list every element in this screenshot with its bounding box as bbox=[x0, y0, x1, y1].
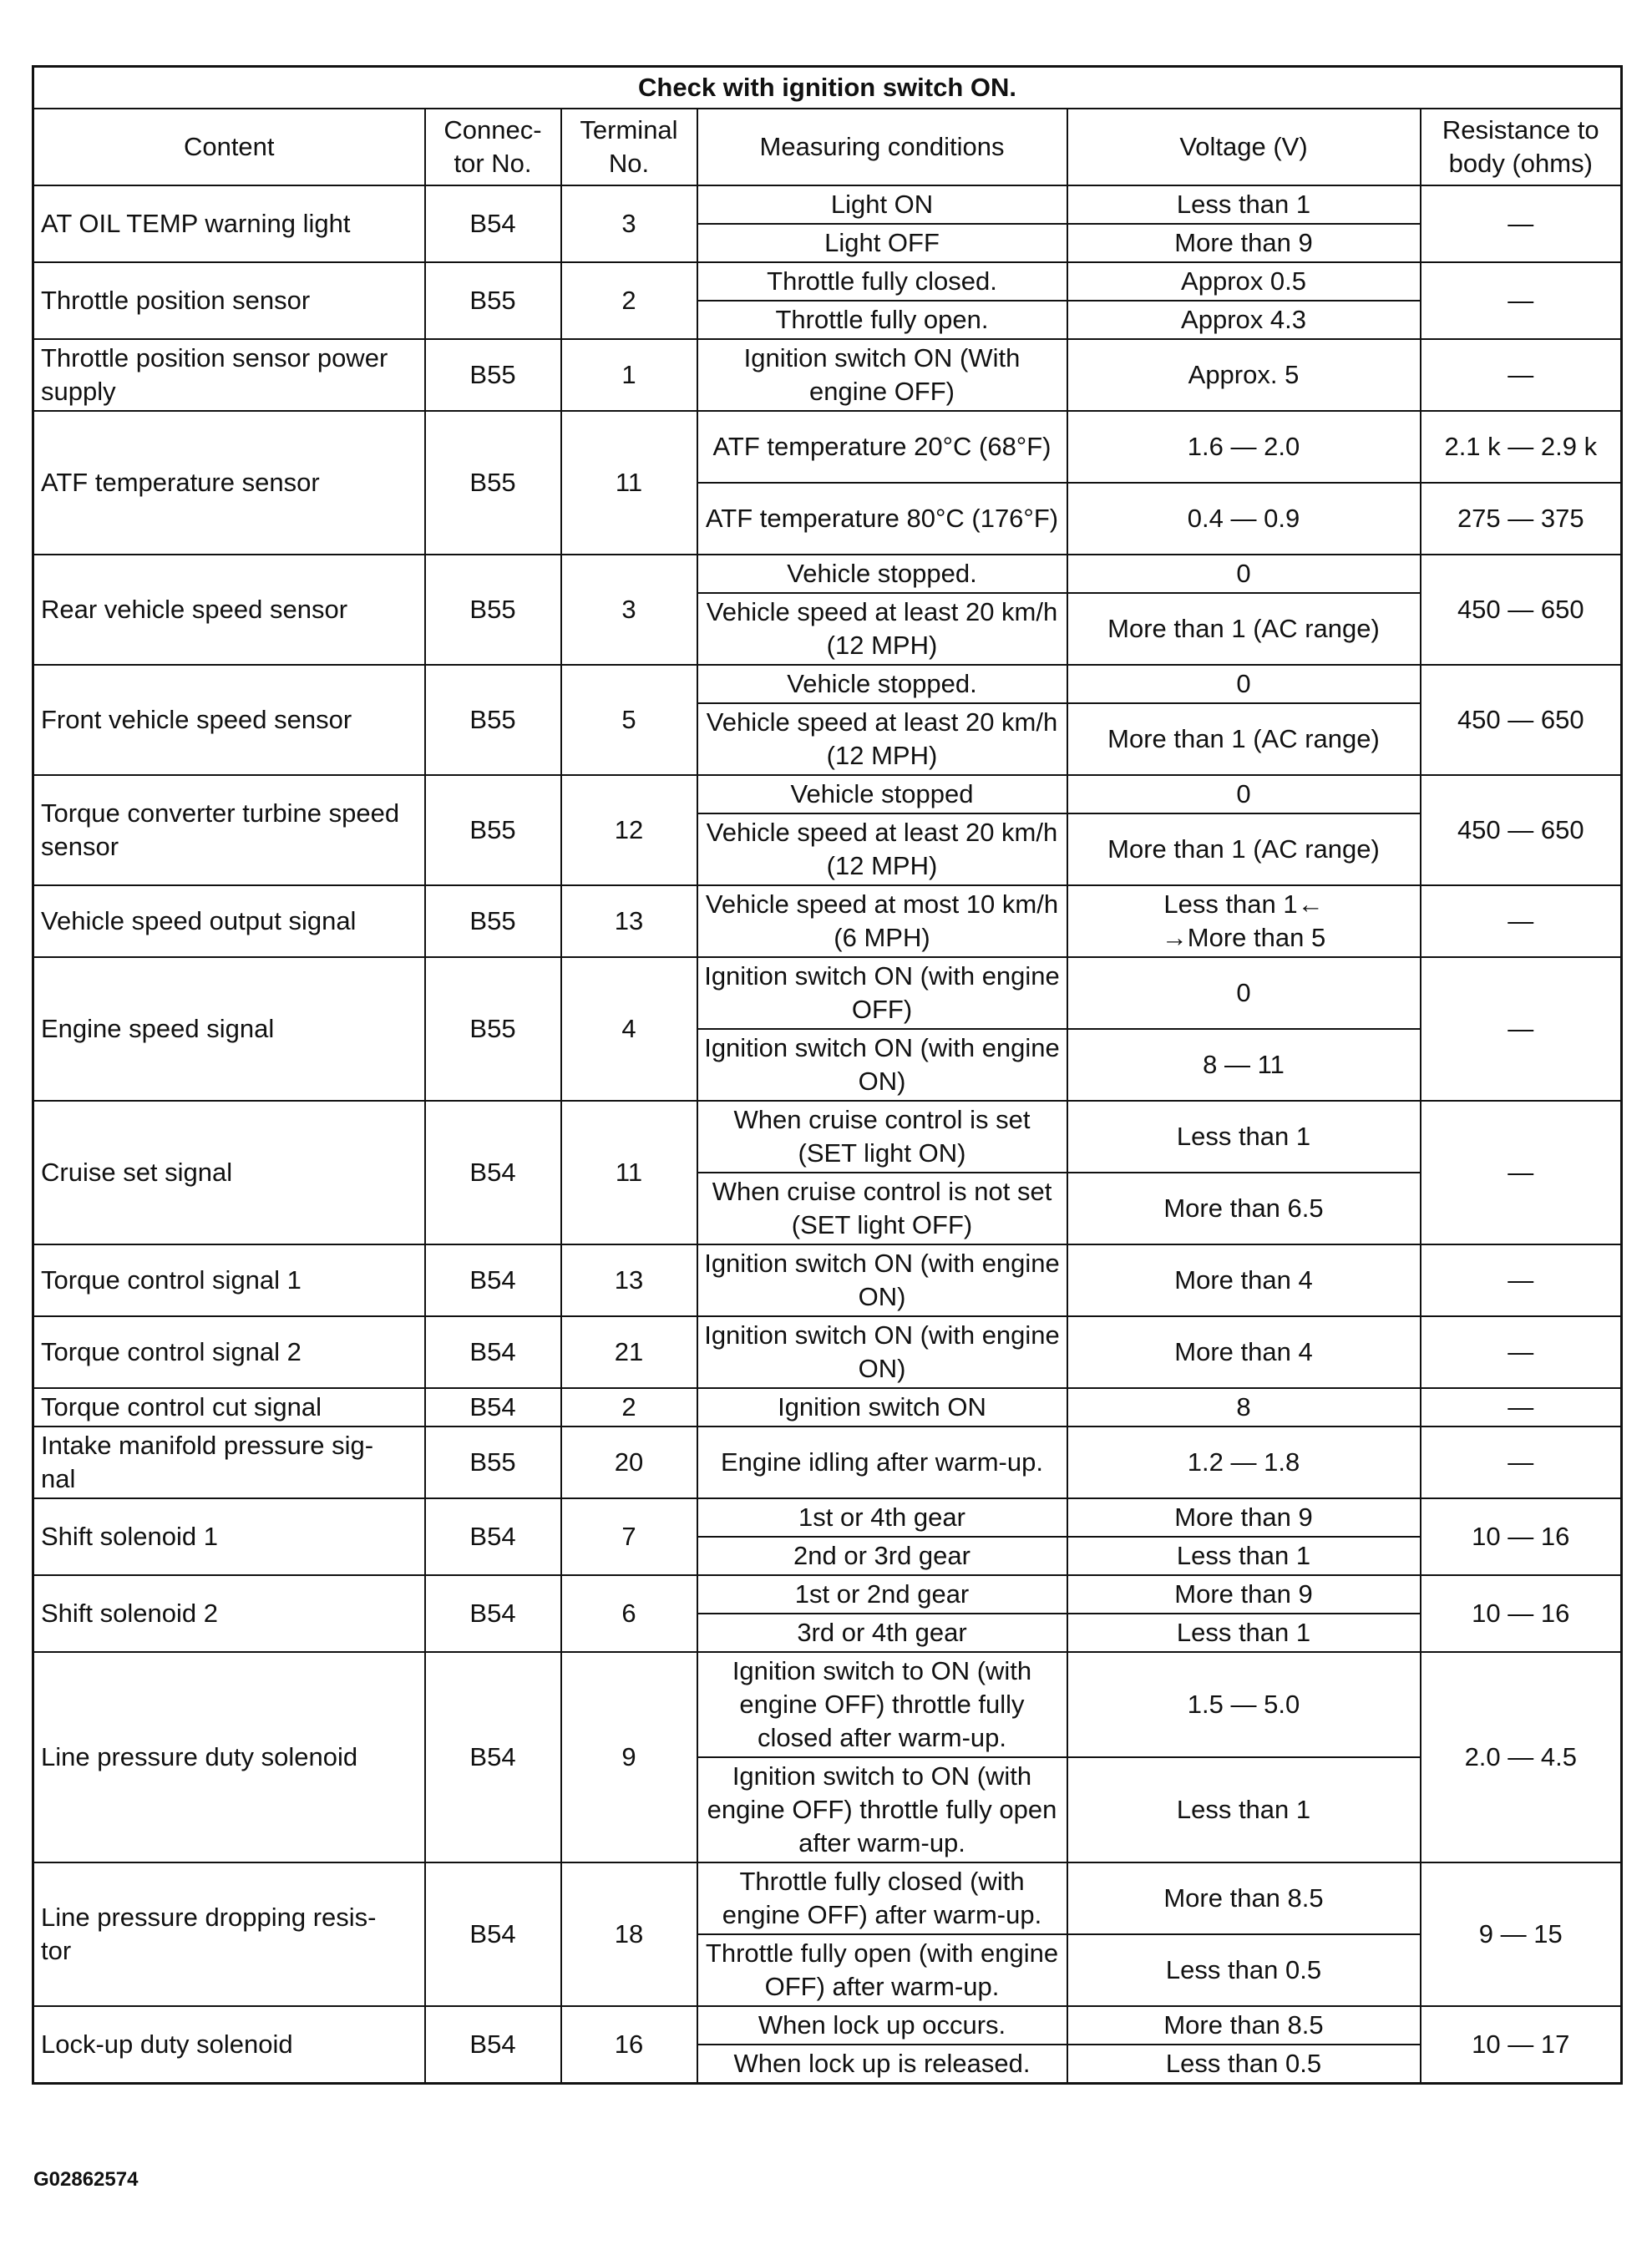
row-condition: Throttle fully open (with engine OFF) after warm-up. bbox=[697, 1934, 1067, 2006]
row-condition: When lock up occurs. bbox=[697, 2006, 1067, 2045]
row-resistance: — bbox=[1421, 885, 1622, 957]
table-row bbox=[33, 1575, 1622, 1614]
row-content: Torque control cut signal bbox=[33, 1388, 425, 1427]
row-voltage: 1.6 — 2.0 bbox=[1067, 411, 1421, 483]
row-connector: B55 bbox=[425, 339, 561, 411]
row-resistance: — bbox=[1421, 1101, 1622, 1244]
table-body bbox=[33, 185, 1622, 2084]
table-row bbox=[33, 885, 1622, 957]
header-conditions: Measuring conditions bbox=[697, 109, 1067, 185]
table-row bbox=[33, 339, 1622, 411]
row-voltage: 0.4 — 0.9 bbox=[1067, 483, 1421, 555]
row-content: Rear vehicle speed sensor bbox=[33, 555, 425, 665]
row-resistance: — bbox=[1421, 262, 1622, 339]
row-content: ATF temperature sensor bbox=[33, 411, 425, 555]
row-voltage: Approx. 5 bbox=[1067, 339, 1421, 411]
row-voltage: More than 8.5 bbox=[1067, 1862, 1421, 1934]
row-voltage: 1.2 — 1.8 bbox=[1067, 1427, 1421, 1498]
row-condition: When lock up is released. bbox=[697, 2045, 1067, 2084]
row-condition: Ignition switch to ON (with engine OFF) throttle fully closed after warm-up. bbox=[697, 1652, 1067, 1757]
row-connector: B55 bbox=[425, 411, 561, 555]
row-content: Line pressure duty solenoid bbox=[33, 1652, 425, 1862]
row-connector: B54 bbox=[425, 1575, 561, 1652]
row-resistance: — bbox=[1421, 1244, 1622, 1316]
row-connector: B54 bbox=[425, 1101, 561, 1244]
ignition-check-table bbox=[32, 65, 1623, 2085]
row-connector: B54 bbox=[425, 1862, 561, 2006]
row-connector: B55 bbox=[425, 555, 561, 665]
row-condition: 1st or 2nd gear bbox=[697, 1575, 1067, 1614]
row-content: Lock-up duty solenoid bbox=[33, 2006, 425, 2084]
row-voltage: More than 4 bbox=[1067, 1316, 1421, 1388]
table-title: Check with ignition switch ON. bbox=[33, 67, 1622, 109]
row-content: Front vehicle speed sensor bbox=[33, 665, 425, 775]
row-voltage: 8 bbox=[1067, 1388, 1421, 1427]
row-voltage: 8 — 11 bbox=[1067, 1029, 1421, 1101]
table-row bbox=[33, 1862, 1622, 1934]
row-resistance: 10 — 17 bbox=[1421, 2006, 1622, 2084]
row-condition: Light OFF bbox=[697, 224, 1067, 262]
row-condition: ATF temperature 80°C (176°F) bbox=[697, 483, 1067, 555]
row-resistance: 450 — 650 bbox=[1421, 665, 1622, 775]
row-condition: Ignition switch ON bbox=[697, 1388, 1067, 1427]
row-terminal: 13 bbox=[561, 1244, 697, 1316]
row-terminal: 16 bbox=[561, 2006, 697, 2084]
row-terminal: 3 bbox=[561, 185, 697, 262]
row-condition: Ignition switch ON (with engine OFF) bbox=[697, 957, 1067, 1029]
table-row bbox=[33, 1316, 1622, 1388]
table-row bbox=[33, 1427, 1622, 1498]
row-condition: Vehicle stopped bbox=[697, 775, 1067, 813]
table-row bbox=[33, 957, 1622, 1029]
row-voltage: Less than 1 bbox=[1067, 1101, 1421, 1173]
row-terminal: 9 bbox=[561, 1652, 697, 1862]
row-condition: Ignition switch ON (with engine ON) bbox=[697, 1316, 1067, 1388]
header-voltage: Voltage (V) bbox=[1067, 109, 1421, 185]
row-condition: Ignition switch to ON (with engine OFF) throttle fully open after warm-up. bbox=[697, 1757, 1067, 1862]
row-connector: B54 bbox=[425, 1498, 561, 1575]
header-connector: Connec- tor No. bbox=[425, 109, 561, 185]
row-condition: ATF temperature 20°C (68°F) bbox=[697, 411, 1067, 483]
row-content: Vehicle speed output signal bbox=[33, 885, 425, 957]
row-voltage: More than 1 (AC range) bbox=[1067, 593, 1421, 665]
row-condition: Ignition switch ON (With engine OFF) bbox=[697, 339, 1067, 411]
row-terminal: 2 bbox=[561, 1388, 697, 1427]
row-condition: Engine idling after warm-up. bbox=[697, 1427, 1067, 1498]
row-voltage: Approx 0.5 bbox=[1067, 262, 1421, 301]
row-resistance: 450 — 650 bbox=[1421, 775, 1622, 885]
figure-id: G02862574 bbox=[33, 2168, 139, 2191]
row-voltage: Less than 0.5 bbox=[1067, 1934, 1421, 2006]
row-resistance: — bbox=[1421, 185, 1622, 262]
table-row bbox=[33, 1388, 1622, 1427]
row-terminal: 21 bbox=[561, 1316, 697, 1388]
row-resistance: — bbox=[1421, 1388, 1622, 1427]
row-resistance: 275 — 375 bbox=[1421, 483, 1622, 555]
row-voltage: Less than 1 bbox=[1067, 1537, 1421, 1575]
table-row bbox=[33, 1498, 1622, 1537]
row-voltage: Less than 1 bbox=[1067, 185, 1421, 224]
row-connector: B54 bbox=[425, 2006, 561, 2084]
row-resistance: — bbox=[1421, 1316, 1622, 1388]
table-row bbox=[33, 665, 1622, 703]
row-connector: B54 bbox=[425, 1652, 561, 1862]
row-voltage: More than 6.5 bbox=[1067, 1173, 1421, 1244]
row-connector: B55 bbox=[425, 262, 561, 339]
row-voltage: More than 8.5 bbox=[1067, 2006, 1421, 2045]
row-resistance: 2.1 k — 2.9 k bbox=[1421, 411, 1622, 483]
row-content: Shift solenoid 2 bbox=[33, 1575, 425, 1652]
row-content: Engine speed signal bbox=[33, 957, 425, 1101]
row-terminal: 1 bbox=[561, 339, 697, 411]
row-condition: Vehicle stopped. bbox=[697, 555, 1067, 593]
row-condition: Vehicle speed at least 20 km/h (12 MPH) bbox=[697, 703, 1067, 775]
row-voltage: More than 9 bbox=[1067, 1498, 1421, 1537]
row-voltage: More than 1 (AC range) bbox=[1067, 813, 1421, 885]
table-row bbox=[33, 411, 1622, 483]
row-connector: B55 bbox=[425, 957, 561, 1101]
row-terminal: 11 bbox=[561, 1101, 697, 1244]
row-condition: When cruise control is set (SET light ON) bbox=[697, 1101, 1067, 1173]
table-row bbox=[33, 1101, 1622, 1173]
table-row bbox=[33, 1652, 1622, 1757]
row-content: Throttle position sensor power supply bbox=[33, 339, 425, 411]
row-connector: B54 bbox=[425, 1244, 561, 1316]
row-resistance: — bbox=[1421, 957, 1622, 1101]
row-connector: B55 bbox=[425, 885, 561, 957]
row-condition: Ignition switch ON (with engine ON) bbox=[697, 1029, 1067, 1101]
row-resistance: 10 — 16 bbox=[1421, 1498, 1622, 1575]
row-content: Torque converter turbine speed sensor bbox=[33, 775, 425, 885]
row-terminal: 18 bbox=[561, 1862, 697, 2006]
row-terminal: 11 bbox=[561, 411, 697, 555]
row-condition: Vehicle stopped. bbox=[697, 665, 1067, 703]
header-terminal: Terminal No. bbox=[561, 109, 697, 185]
row-content: AT OIL TEMP warning light bbox=[33, 185, 425, 262]
row-resistance: 450 — 650 bbox=[1421, 555, 1622, 665]
row-terminal: 20 bbox=[561, 1427, 697, 1498]
row-terminal: 4 bbox=[561, 957, 697, 1101]
row-voltage: 1.5 — 5.0 bbox=[1067, 1652, 1421, 1757]
row-voltage: More than 1 (AC range) bbox=[1067, 703, 1421, 775]
row-connector: B54 bbox=[425, 185, 561, 262]
row-condition: Light ON bbox=[697, 185, 1067, 224]
row-content: Torque control signal 2 bbox=[33, 1316, 425, 1388]
row-terminal: 12 bbox=[561, 775, 697, 885]
row-connector: B54 bbox=[425, 1316, 561, 1388]
table-row bbox=[33, 775, 1622, 813]
row-connector: B55 bbox=[425, 775, 561, 885]
row-content: Cruise set signal bbox=[33, 1101, 425, 1244]
row-voltage: Less than 1← →More than 5 bbox=[1067, 885, 1421, 957]
row-condition: When cruise control is not set (SET light OFF) bbox=[697, 1173, 1067, 1244]
row-terminal: 6 bbox=[561, 1575, 697, 1652]
row-condition: Vehicle speed at least 20 km/h (12 MPH) bbox=[697, 593, 1067, 665]
row-voltage: 0 bbox=[1067, 665, 1421, 703]
table-row bbox=[33, 555, 1622, 593]
row-resistance: 9 — 15 bbox=[1421, 1862, 1622, 2006]
table-row bbox=[33, 1244, 1622, 1316]
row-terminal: 3 bbox=[561, 555, 697, 665]
row-condition: 1st or 4th gear bbox=[697, 1498, 1067, 1537]
row-voltage: Less than 0.5 bbox=[1067, 2045, 1421, 2084]
row-terminal: 13 bbox=[561, 885, 697, 957]
row-condition: Vehicle speed at most 10 km/h (6 MPH) bbox=[697, 885, 1067, 957]
row-condition: Throttle fully closed (with engine OFF) after warm-up. bbox=[697, 1862, 1067, 1934]
row-resistance: 2.0 — 4.5 bbox=[1421, 1652, 1622, 1862]
header-resistance: Resistance to body (ohms) bbox=[1421, 109, 1622, 185]
row-content: Intake manifold pressure sig- nal bbox=[33, 1427, 425, 1498]
row-voltage: Less than 1 bbox=[1067, 1614, 1421, 1652]
row-voltage: More than 9 bbox=[1067, 224, 1421, 262]
row-resistance: — bbox=[1421, 339, 1622, 411]
row-condition: 2nd or 3rd gear bbox=[697, 1537, 1067, 1575]
row-voltage: Approx 4.3 bbox=[1067, 301, 1421, 339]
row-condition: Vehicle speed at least 20 km/h (12 MPH) bbox=[697, 813, 1067, 885]
row-voltage: More than 4 bbox=[1067, 1244, 1421, 1316]
row-voltage: Less than 1 bbox=[1067, 1757, 1421, 1862]
header-content: Content bbox=[33, 109, 425, 185]
table-row bbox=[33, 185, 1622, 224]
table-row bbox=[33, 262, 1622, 301]
row-resistance: 10 — 16 bbox=[1421, 1575, 1622, 1652]
row-terminal: 7 bbox=[561, 1498, 697, 1575]
row-condition: Throttle fully open. bbox=[697, 301, 1067, 339]
row-connector: B54 bbox=[425, 1388, 561, 1427]
row-connector: B55 bbox=[425, 665, 561, 775]
row-content: Shift solenoid 1 bbox=[33, 1498, 425, 1575]
row-content: Torque control signal 1 bbox=[33, 1244, 425, 1316]
row-connector: B55 bbox=[425, 1427, 561, 1498]
row-voltage: 0 bbox=[1067, 957, 1421, 1029]
row-terminal: 2 bbox=[561, 262, 697, 339]
row-condition: Throttle fully closed. bbox=[697, 262, 1067, 301]
row-condition: Ignition switch ON (with engine ON) bbox=[697, 1244, 1067, 1316]
row-voltage: More than 9 bbox=[1067, 1575, 1421, 1614]
row-content: Throttle position sensor bbox=[33, 262, 425, 339]
row-condition: 3rd or 4th gear bbox=[697, 1614, 1067, 1652]
row-voltage: 0 bbox=[1067, 775, 1421, 813]
row-resistance: — bbox=[1421, 1427, 1622, 1498]
table-row bbox=[33, 2006, 1622, 2045]
row-content: Line pressure dropping resis- tor bbox=[33, 1862, 425, 2006]
row-voltage: 0 bbox=[1067, 555, 1421, 593]
row-terminal: 5 bbox=[561, 665, 697, 775]
